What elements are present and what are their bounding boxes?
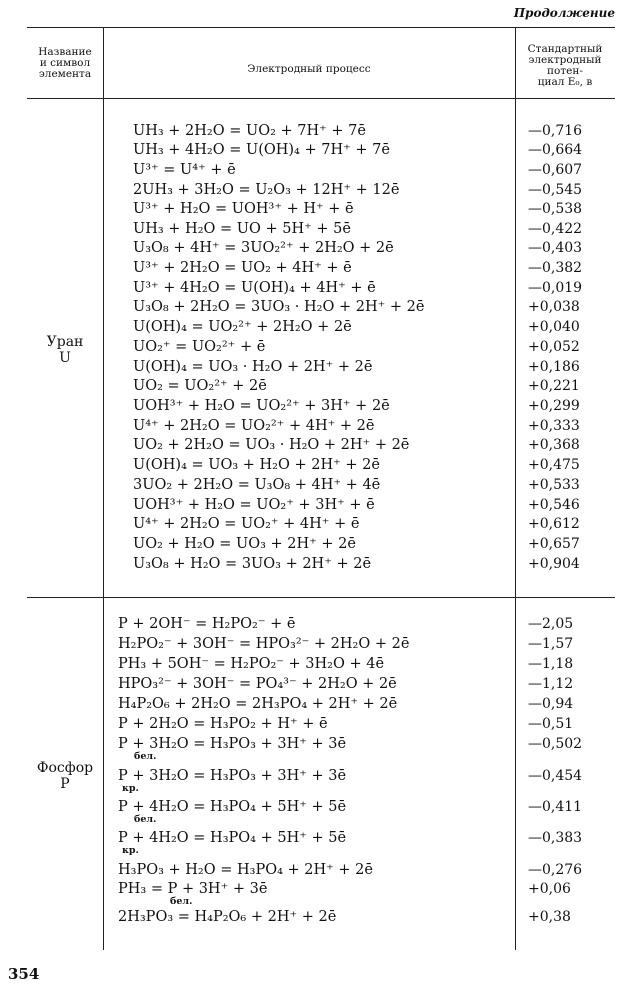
equation: UH₃ + 2H₂O = UO₂ + 7H⁺ + 7ē — [133, 123, 366, 139]
equation: U₃O₈ + 2H₂O = 3UO₃ · H₂O + 2H⁺ + 2ē — [133, 299, 425, 315]
equation: PH₃ + 5OH⁻ = H₂PO₂⁻ + 3H₂O + 4ē — [118, 656, 385, 672]
potential-value: —1,12 — [528, 676, 574, 692]
potential-value: —0,664 — [528, 142, 583, 158]
potential-value: —0,382 — [528, 260, 583, 276]
continuation-label: Продолжение — [513, 6, 615, 20]
equation: UO₂ + 2H₂O = UO₃ · H₂O + 2H⁺ + 2ē — [133, 437, 410, 453]
header-element — [27, 47, 103, 80]
potential-value: —0,383 — [528, 830, 583, 846]
potential-value: +0,612 — [528, 516, 580, 532]
header-process: Электродный процесс — [247, 63, 371, 75]
potential-value: +0,040 — [528, 319, 580, 335]
page-number: 354 — [8, 965, 40, 983]
allotrope-note: кр. — [122, 783, 139, 794]
potential-value: +0,533 — [528, 477, 580, 493]
potential-value: —2,05 — [528, 616, 574, 632]
header-potential-line: потен- — [547, 65, 583, 77]
equation: 2H₃PO₃ = H₄P₂O₆ + 2H⁺ + 2ē — [118, 909, 337, 925]
equation: H₄P₂O₆ + 2H₂O = 2H₃PO₄ + 2H⁺ + 2ē — [118, 696, 398, 712]
equation: UH₃ + H₂O = UO + 5H⁺ + 5ē — [133, 221, 351, 237]
element-uranium — [27, 334, 103, 366]
potential-value: —0,454 — [528, 768, 583, 784]
equation: UH₃ + 4H₂O = U(OH)₄ + 7H⁺ + 7ē — [133, 142, 390, 158]
potential-value: +0,333 — [528, 418, 580, 434]
potential-value: +0,38 — [528, 909, 571, 925]
potential-value: —0,716 — [528, 123, 583, 139]
equation: P + 4H₂O = H₃PO₄ + 5H⁺ + 5ē — [118, 799, 347, 815]
potential-value: —0,545 — [528, 182, 583, 198]
potential-value: +0,186 — [528, 359, 580, 375]
potential-value: —1,57 — [528, 636, 574, 652]
potential-value: +0,368 — [528, 437, 580, 453]
potential-value: +0,038 — [528, 299, 580, 315]
equation: UOH³⁺ + H₂O = UO₂²⁺ + 3H⁺ + 2ē — [133, 398, 390, 414]
potential-value: —0,411 — [528, 799, 583, 815]
equation: 2UH₃ + 3H₂O = U₂O₃ + 12H⁺ + 12ē — [133, 182, 400, 198]
equation: UOH³⁺ + H₂O = UO₂⁺ + 3H⁺ + ē — [133, 497, 375, 513]
element-name: Фосфор — [36, 760, 94, 776]
element-name: Уран — [46, 334, 84, 350]
potential-value: —0,019 — [528, 280, 583, 296]
equation: U(OH)₄ = UO₃ · H₂O + 2H⁺ + 2ē — [133, 359, 373, 375]
equation: UO₂⁺ = UO₂²⁺ + ē — [133, 339, 266, 355]
equation: P + 3H₂O = H₃PO₃ + 3H⁺ + 3ē — [118, 736, 347, 752]
equation: UO₂ = UO₂²⁺ + 2ē — [133, 378, 267, 394]
equation: U⁴⁺ + 2H₂O = UO₂²⁺ + 4H⁺ + 2ē — [133, 418, 375, 434]
equation: U³⁺ + 2H₂O = UO₂ + 4H⁺ + ē — [133, 260, 352, 276]
allotrope-note: бел. — [170, 896, 193, 907]
potential-value: +0,052 — [528, 339, 580, 355]
equation: U³⁺ + 4H₂O = U(OH)₄ + 4H⁺ + ē — [133, 280, 376, 296]
equation: P + 3H₂O = H₃PO₃ + 3H⁺ + 3ē — [118, 768, 347, 784]
equation: 3UO₂ + 2H₂O = U₃O₈ + 4H⁺ + 4ē — [133, 477, 381, 493]
equation: U(OH)₄ = UO₃ + H₂O + 2H⁺ + 2ē — [133, 457, 380, 473]
allotrope-note: кр. — [122, 845, 139, 856]
equation: U₃O₈ + H₂O = 3UO₃ + 2H⁺ + 2ē — [133, 556, 372, 572]
header-potential — [515, 44, 615, 88]
potential-value: +0,221 — [528, 378, 580, 394]
header-element-line: элемента — [38, 68, 92, 80]
potential-value: +0,299 — [528, 398, 580, 414]
potential-value: —0,422 — [528, 221, 583, 237]
potential-value: +0,546 — [528, 497, 580, 513]
header-element-line: Название — [38, 46, 92, 58]
potential-value: —1,18 — [528, 656, 574, 672]
element-phosphorus — [27, 760, 103, 792]
equation: U₃O₈ + 4H⁺ = 3UO₂²⁺ + 2H₂O + 2ē — [133, 240, 394, 256]
equation: P + 2H₂O = H₃PO₂ + H⁺ + ē — [118, 716, 328, 732]
potential-value: —0,51 — [528, 716, 574, 732]
header-potential-line: электродный — [528, 54, 602, 66]
equation: U⁴⁺ + 2H₂O = UO₂⁺ + 4H⁺ + ē — [133, 516, 360, 532]
section-separator — [27, 597, 615, 598]
equation: U³⁺ + H₂O = UOH³⁺ + H⁺ + ē — [133, 201, 354, 217]
equation: P + 4H₂O = H₃PO₄ + 5H⁺ + 5ē — [118, 830, 347, 846]
element-symbol: U — [59, 350, 71, 366]
potential-value: —0,502 — [528, 736, 583, 752]
element-symbol: P — [60, 776, 70, 792]
equation: H₂PO₂⁻ + 3OH⁻ = HPO₃²⁻ + 2H₂O + 2ē — [118, 636, 410, 652]
header-potential-line: циал E₀, в — [537, 76, 593, 88]
header-bottom-border — [27, 98, 615, 99]
column-divider-left — [103, 27, 104, 950]
potential-value: +0,657 — [528, 536, 580, 552]
equation: U(OH)₄ = UO₂²⁺ + 2H₂O + 2ē — [133, 319, 352, 335]
equation: H₃PO₃ + H₂O = H₃PO₄ + 2H⁺ + 2ē — [118, 862, 373, 878]
allotrope-note: бел. — [134, 814, 157, 825]
potential-value: —0,276 — [528, 862, 583, 878]
potential-value: +0,06 — [528, 881, 571, 897]
potential-value: +0,475 — [528, 457, 580, 473]
potential-value: —0,403 — [528, 240, 583, 256]
potential-value: —0,607 — [528, 162, 583, 178]
equation: P + 2OH⁻ = H₂PO₂⁻ + ē — [118, 616, 296, 632]
header-potential-line: Стандартный — [527, 43, 603, 55]
header-element-line: и символ — [39, 57, 91, 69]
equation: PH₃ = P + 3H⁺ + 3ē — [118, 881, 268, 897]
potential-value: —0,538 — [528, 201, 583, 217]
allotrope-note: бел. — [134, 751, 157, 762]
equation: U³⁺ = U⁴⁺ + ē — [133, 162, 236, 178]
table-top-border — [27, 27, 615, 28]
equation: UO₂ + H₂O = UO₃ + 2H⁺ + 2ē — [133, 536, 356, 552]
potential-value: +0,904 — [528, 556, 580, 572]
equation: HPO₃²⁻ + 3OH⁻ = PO₄³⁻ + 2H₂O + 2ē — [118, 676, 397, 692]
potential-value: —0,94 — [528, 696, 574, 712]
column-divider-right — [515, 27, 516, 950]
